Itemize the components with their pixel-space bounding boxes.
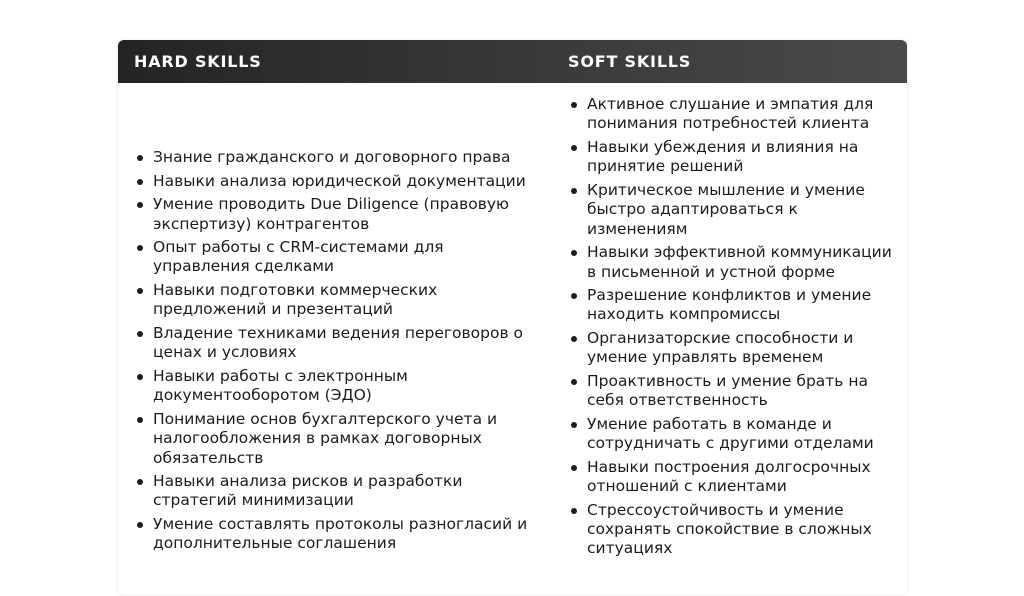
- hard-skill-item: Навыки подготовки коммерческих предложений и презентаций: [118, 281, 552, 320]
- soft-skill-item: Стрессоустойчивость и умение сохранять спокойствие в сложных ситуациях: [552, 501, 907, 559]
- hard-skill-item: Навыки анализа рисков и разработки стратегий минимизации: [118, 472, 552, 511]
- soft-skill-item: Критическое мышление и умение быстро адаптироваться к изменениям: [552, 181, 907, 239]
- hard-skill-item: Понимание основ бухгалтерского учета и налогообложения в рамках договорных обязательств: [118, 410, 552, 468]
- soft-skill-item: Навыки построения долгосрочных отношений с клиентами: [552, 458, 907, 497]
- hard-skill-item: Навыки работы с электронным документооборотом (ЭДО): [118, 367, 552, 406]
- soft-skill-item: Разрешение конфликтов и умение находить компромиссы: [552, 286, 907, 325]
- soft-skill-item: Навыки эффективной коммуникации в письменной и устной форме: [552, 243, 907, 282]
- hard-skills-list: [118, 120, 552, 558]
- hard-skills-column: [118, 83, 552, 595]
- hard-skill-item: Умение проводить Due Diligence (правовую экспертизу) контрагентов: [118, 195, 552, 234]
- hard-skill-item: Навыки анализа юридической документации: [118, 172, 552, 191]
- hard-skill-item: Знание гражданского и договорного права: [118, 148, 552, 167]
- hard-skill-item: Владение техниками ведения переговоров о ценах и условиях: [118, 324, 552, 363]
- soft-skill-item: Организаторские способности и умение управлять временем: [552, 329, 907, 368]
- soft-skill-item: Активное слушание и эмпатия для понимания потребностей клиента: [552, 95, 907, 134]
- hard-skill-item: Опыт работы с CRM-системами для управления сделками: [118, 238, 552, 277]
- soft-skills-list: [552, 95, 907, 563]
- soft-skills-column: [552, 83, 907, 595]
- soft-skills-heading: SOFT SKILLS: [568, 52, 692, 71]
- soft-skill-item: Навыки убеждения и влияния на принятие решений: [552, 138, 907, 177]
- soft-skill-item: Проактивность и умение брать на себя ответственность: [552, 372, 907, 411]
- hard-skills-heading: HARD SKILLS: [134, 52, 262, 71]
- hard-skill-item: Умение составлять протоколы разногласий и дополнительные соглашения: [118, 515, 552, 554]
- skills-table: [118, 40, 907, 595]
- table-header: [118, 40, 907, 83]
- table-body: [118, 83, 907, 595]
- soft-skill-item: Умение работать в команде и сотрудничать с другими отделами: [552, 415, 907, 454]
